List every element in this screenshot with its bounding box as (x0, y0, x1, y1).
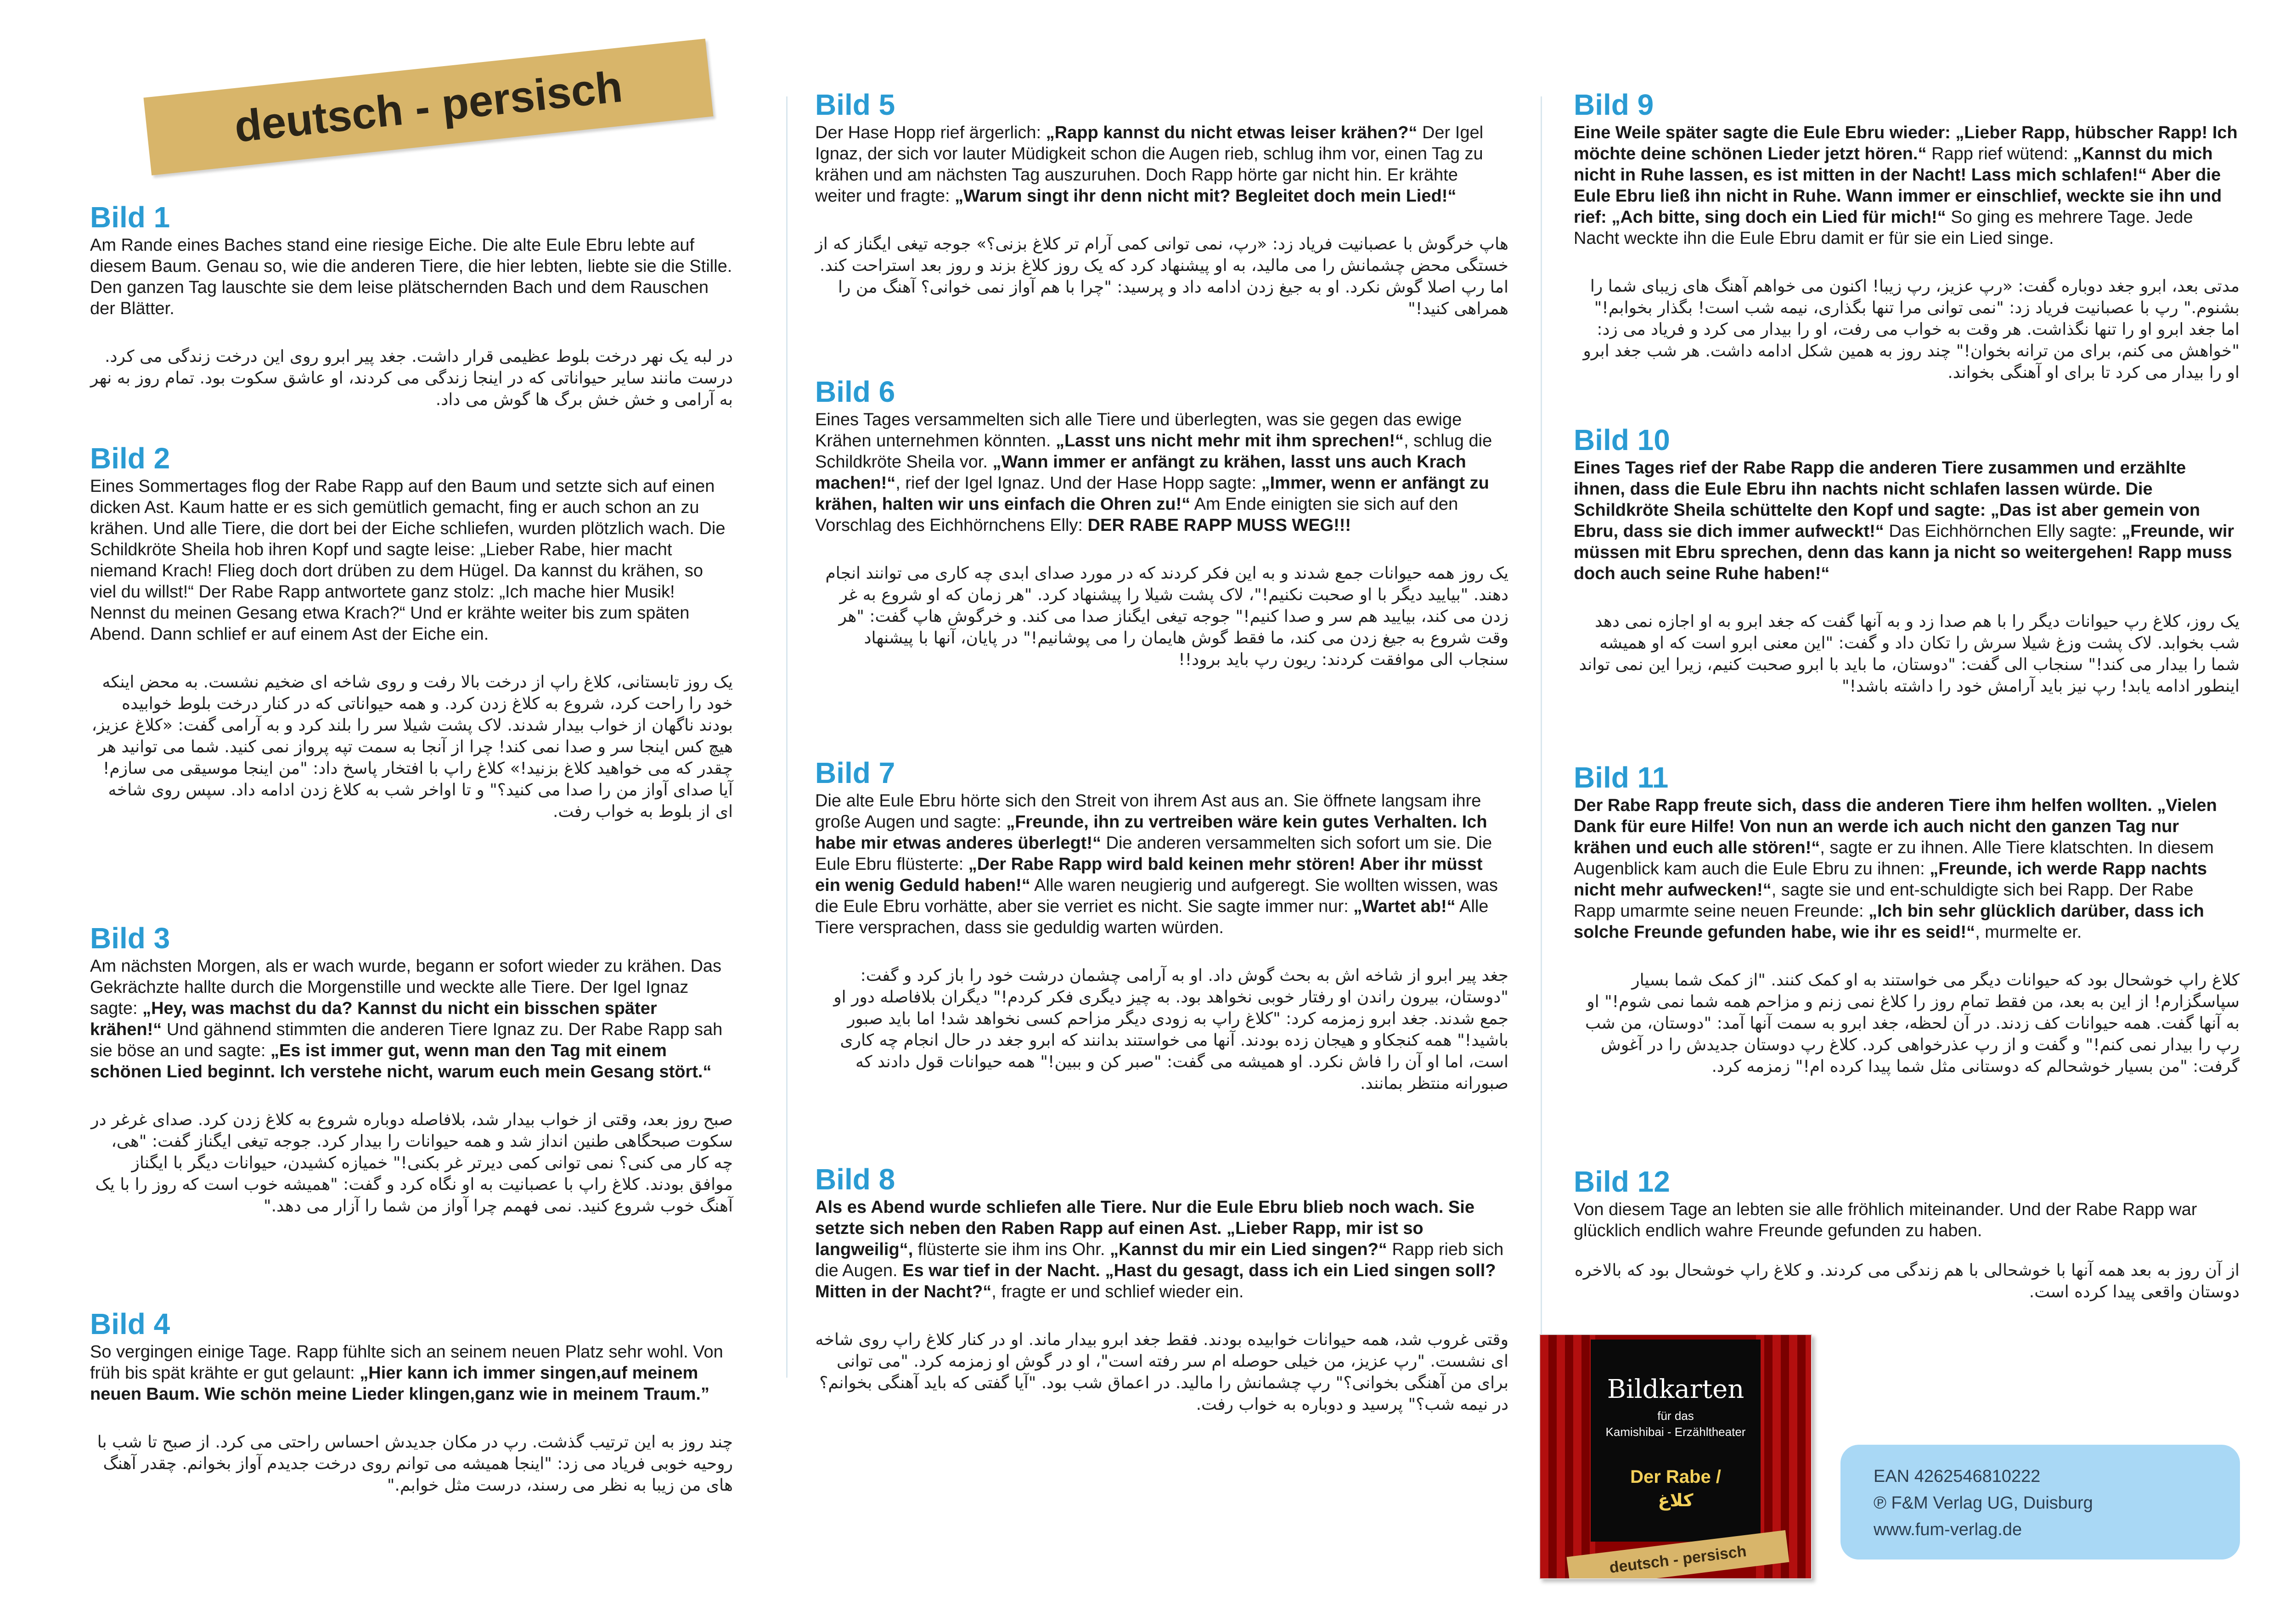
book-cover-image (1539, 1334, 1812, 1579)
section-bild-12 (1574, 1166, 2240, 1303)
german-text: Als es Abend wurde schliefen alle Tiere. Nur die Eule Ebru blieb noch wach. Sie setzte sich neben den Raben Rapp auf einen Ast. „Lieber Rapp, mir ist so langweilig“, flüsterte sie ihm ins Ohr. „Kannst du mir ein Lied singen?“ Rapp rieb sich die Augen. Es war tief in der Nacht. „Hast du gesagt, dass ich ein Lied singen soll? Mitten in der Nacht?“, fragte er und schlief wieder ein. (815, 1198, 1504, 1302)
german-text: Die alte Eule Ebru hörte sich den Streit von ihrem Ast aus an. Sie öffnete langsam ihre große Augen und sagte: „Freunde, ihn zu vertreiben wäre kein gutes Verhalten. Ich habe mir etwas anderes überlegt!“ Die anderen versammelten sich sofort um sie. Die Eule Ebru flüsterte: „Der Rabe Rapp wird bald keinen mehr stören! Aber ihr müsst ein wenig Geduld haben!“ Alle waren neugierig und aufgeregt. Sie wollten wissen, was die Eule Ebru vorhätte, aber sie verriet es nicht. Sie sagte immer nur: „Wartet ab!“ Alle Tiere versprachen, dass sie geduldig warten würden. (815, 791, 1498, 938)
ean-code: EAN 4262546810222 (1874, 1467, 2041, 1486)
persian-text: یک روز، کلاغ رپ حیوانات دیگر را با هم صدا زد و به آنها گفت که جغد ابرو به او اجازه نمی دهد شب بخوابد. لاک پشت وزغ شیلا سرش را تکان داد و گفت: "این معنی ابرو است که او همیشه شما را بیدار می کند!" سنجاب الی گفت: "دوستان، ما باید با ابرو صحبت کنیم، زیرا این نمی تواند اینطور ادامه یابد! رپ نیز باید آرامش خود را داشته باشد!" (1579, 612, 2240, 696)
section-title: Bild 10 (1574, 423, 1670, 456)
section-bild-6 (815, 377, 1508, 670)
persian-text: وقتی غروب شد، همه حیوانات خوابیده بودند. فقط جغد ابرو بیدار ماند. او در کنار کلاغ راپ روی شاخه ای نشست. "رپ عزیز، من خیلی حوصله ام سر رفته است"، او در گوش او زمزمه کرد. "می توانی برای من آهنگی بخوانی؟" رپ چشمانش را مالید. در اعماق شب بود. "آیا گفتی که باید آهنگی بخوانم؟ در نیمه شب؟" پرسید و دوباره به خواب رفت. (815, 1330, 1508, 1414)
language-tag: deutsch - persisch (232, 62, 625, 152)
persian-text: جغد پیر ابرو از شاخه اش به بحث گوش داد. او به آرامی چشمان درشت خود را باز کرد و گفت: "دوستان، بیرون راندن او رفتار خوبی نخواهد بود. به چیز دیگری فکر کردم!" دیگران بلافاصله دور او جمع شدند. جغد ابرو زمزمه کرد: "کلاغ راپ به زودی دیگر مزاحم کسی نخواهد شد! اما باید صبور باشید!" همه کنجکاو و هیجان زده بودند. آنها می خواستند بدانند که ابرو جغد در حال انجام چه کاری است، اما او آن را فاش نکرد. او همیشه می گفت: "صبر کن و ببین!" همه حیوانات قول دادند که صبورانه منتظر بمانند. (833, 966, 1508, 1093)
section-bild-8 (815, 1164, 1508, 1415)
section-title: Bild 8 (815, 1163, 895, 1196)
publisher-info-box (1840, 1445, 2240, 1560)
curtain-left (1540, 1335, 1595, 1578)
section-title: Bild 1 (90, 201, 170, 234)
section-bild-10 (1574, 425, 2240, 697)
section-bild-4 (90, 1309, 733, 1496)
persian-text: در لبه یک نهر درخت بلوط عظیمی قرار داشت. جغد پیر ابرو روی این درخت زندگی می کرد. درست مانند سایر حیواناتی که در اینجا زندگی می کردند، او عاشق سکوت بود. تمام روز به نهر به آرامی و خش خش برگ ها گوش می داد. (90, 347, 733, 410)
persian-text: مدتی بعد، ابرو جغد دوباره گفت: «رپ عزیز، رپ زیبا! اکنون می خواهم آهنگ های زیبای شما را بشنوم." رپ با عصبانیت فریاد زد: "نمی توانی مرا تنها بگذاری، نیمه شب است! بگذار بخوابم!" اما جغد ابرو او را تنها نگذاشت. هر وقت به خواب می رفت، او را بیدار می کرد و فریاد می زد: "خواهش می کنم، برای من ترانه بخوان!" چند روز به همین شکل ادامه داشت. هر شب جغد ابرو او را بیدار می کرد تا برای او آهنگی بخواند. (1583, 277, 2240, 383)
section-bild-1 (90, 202, 733, 411)
german-text: So vergingen einige Tage. Rapp fühlte sich an seinem neuen Platz sehr wohl. Von früh bis spät krähte er gut gelaunt: „Hier kann ich immer singen,auf meinem neuen Baum. Wie schön meine Lieder klingen,ganz wie in meinem Traum.” (90, 1342, 723, 1404)
german-text: Eines Sommertages flog der Rabe Rapp auf den Baum und setzte sich auf einen dicken Ast. Kaum hatte er es sich gemütlich gemacht, fing er auch schon an zu krähen. Und alle Tiere, die dort bei der Eiche schliefen, wurden plötzlich wach. Die Schildkröte Sheila hob ihren Kopf und sagte leise: „Lieber Rabe, hier macht niemand Krach! Flieg doch dort drüben zu dem Hügel. Da kannst du krähen, so viel du willst!“ Der Rabe Rapp antwortete ganz stolz: „Ich mache hier Musik! Nennst du meinen Gesang etwa Krach?“ Und er krähte weiter bis zum späten Abend. Dann schlief er auf einem Ast der Eiche ein. (90, 477, 726, 644)
column-divider (1541, 96, 1542, 1336)
persian-text: یک روز همه حیوانات جمع شدند و به این فکر کردند که در مورد صدای ابدی چه کاری می توانند انجام دهند. "بیایید دیگر با او صحبت نکنیم!"، لاک پشت شیلا را پیشنهاد کرد. "هر زمان که او شروع به غر زدن می کند، بیایید هم سر و صدا کنیم!" جوجه تیغی ایگناز صدا می کند. و خرگوش هاپ گفت: "هر وقت شروع به جیغ زدن می کند، ما فقط گوش هایمان را می پوشانیم!" در پایان، آنها با پیشنهاد سنجاب الی موافقت کردند: ریون رپ باید برود!! (825, 564, 1508, 670)
cover-subtitle: Kamishibai - Erzähltheater (1605, 1425, 1746, 1439)
persian-text: هاپ خرگوش با عصبانیت فریاد زد: «رپ، نمی توانی کمی آرام تر کلاغ بزنی؟» جوجه تیغی ایگناز که از خستگی محض چشمانش را می مالید، به او پیشنهاد کرد که یک روز کلاغ بزند و روز بعد استراحت کند. اما رپ اصلا گوش نکرد. او به جیغ زدن ادامه داد و پرسید: "چرا با هم آواز نمی خوانی؟ آهنگ من را همراهی کنید!" (815, 235, 1508, 319)
persian-text: از آن روز به بعد همه آنها با خوشحالی با هم زندگی می کردند. و کلاغ راپ خوشحال بود که بالاخره دوستان واقعی پیدا کرده است. (1574, 1261, 2240, 1302)
section-title: Bild 11 (1574, 761, 1669, 794)
section-title: Bild 12 (1574, 1165, 1670, 1198)
section-bild-9 (1574, 90, 2240, 383)
section-bild-7 (815, 758, 1508, 1094)
german-text: Der Rabe Rapp freute sich, dass die anderen Tiere ihm helfen wollten. „Vielen Dank für eure Hilfe! Von nun an werde ich auch nicht den ganzen Tag nur krähen und euch alle stören!“, sagte er zu ihnen. Alle Tiere klatschten. In diesem Augenblick kam auch die Eule Ebru zu ihnen: „Freunde, ich werde Rapp nachts nicht mehr aufwecken!“, sagte sie und ent-schuldigte sich bei Rapp. Der Rabe Rapp umarmte seine neuen Freunde: „Ich bin sehr glücklich darüber, dass ich solche Freunde gefunden habe, wie ihr es seid!“, murmelte er. (1574, 796, 2217, 942)
cover-book-title-fa: کلاغ (1658, 1490, 1694, 1510)
german-text: Von diesem Tage an lebten sie alle fröhlich miteinander. Und der Rabe Rapp war glücklich endlich wahre Freunde gefunden zu haben. (1574, 1200, 2197, 1241)
section-title: Bild 5 (815, 88, 895, 121)
persian-text: یک روز تابستانی، کلاغ راپ از درخت بالا رفت و روی شاخه ای ضخیم نشست. به محض اینکه خود را راحت کرد، شروع به کلاغ زدن کرد. و همه حیواناتی که در کنار درخت بلوط خوابیده بودند ناگهان از خواب بیدار شدند. لاک پشت شیلا سر را بلند کرد و به آرامی گفت: «کلاغ عزیز، هیچ کس اینجا سر و صدا نمی کند! چرا از آنجا به سمت تپه پرواز نمی کنید. شما می توانید هر چقدر که می خواهید کلاغ بزنید!» کلاغ راپ با افتخار پاسخ داد: "من اینجا موسیقی می سازم! آیا صدای آواز من را صدا می کنید؟" و تا اواخر شب به کلاغ زدن ادامه داد. سپس روی شاخه ای از بلوط به خواب رفت. (91, 673, 733, 822)
section-title: Bild 2 (90, 442, 170, 475)
column-2 (815, 0, 1508, 1616)
german-text: Am nächsten Morgen, als er wach wurde, begann er sofort wieder zu krähen. Das Gekrächzte hallte durch die Morgenstille und weckte alle Tiere. Der Igel Ignaz sagte: „Hey, was machst du da? Kannst du nicht ein bisschen später krähen!“ Und gähnend stimmten die anderen Tiere Ignaz zu. Der Rabe Rapp sah sie böse an und sagte: „Es ist immer gut, wenn man den Tag mit einem schönen Lied beginnt. Ich verstehe nicht, warum euch mein Gesang stört.“ (90, 957, 723, 1082)
cover-language-tag: deutsch - persisch (1608, 1542, 1748, 1577)
cover-subtitle: für das (1657, 1409, 1694, 1423)
section-title: Bild 3 (90, 922, 170, 955)
publisher-url: www.fum-verlag.de (1874, 1520, 2022, 1539)
persian-text: چند روز به این ترتیب گذشت. رپ در مکان جدیدش احساس راحتی می کرد. از صبح تا شب با روحیه خوبی فریاد می زد: "اینجا همیشه می توانم روی درخت جدیدم آواز بخوانم. چقدر آهنگ های من زیبا به نظر می رسند، درست مثل خوابم." (97, 1433, 733, 1495)
section-title: Bild 6 (815, 375, 895, 408)
persian-text: کلاغ راپ خوشحال بود که حیوانات دیگر می خواستند به او کمک کنند. "از کمک شما بسیار سپاسگزارم! از این به بعد، من فقط تمام روز را کلاغ نمی زنم و مزاحم همه شما نمی شوم!" او به آنها گفت. همه حیوانات کف زدند. در آن لحظه، جغد ابرو به سمت آنها آمد: "دوستان، من شب رپ را بیدار نمی کنم!" و گفت و از رپ عذرخواهی کرد. کلاغ رپ دوستان جدیدش را در آغوش گرفت: "من بسیار خوشحالم که دوستانی مثل شما پیدا کرده ام!" زمزمه کرد. (1585, 971, 2240, 1076)
german-text: Eines Tages versammelten sich alle Tiere und überlegten, was sie gegen das ewige Krähen unternehmen könnten. „Lasst uns nicht mehr mit ihm sprechen!“, schlug die Schildkröte Sheila vor. „Wann immer er anfängt zu krähen, lasst uns auch Krach machen!“, rief der Igel Ignaz. Und der Hase Hopp sagte: „Immer, wenn er anfängt zu krähen, halten wir uns einfach die Ohren zu!“ Am Ende einigten sie sich auf den Vorschlag des Eichhörnchens Elly: DER RABE RAPP MUSS WEG!!! (815, 410, 1492, 535)
section-bild-11 (1574, 762, 2240, 1077)
column-divider (786, 96, 788, 1378)
section-bild-3 (90, 923, 733, 1217)
publisher-name: ℗ F&M Verlag UG, Duisburg (1874, 1493, 2093, 1513)
german-text: Eine Weile später sagte die Eule Ebru wieder: „Lieber Rapp, hübscher Rapp! Ich möchte deine schönen Lieder jetzt hören.“ Rapp rief wütend: „Kannst du mich nicht in Ruhe lassen, es ist mitten in der Nacht! Lass mich schlafen!“ Aber die Eule Ebru ließ ihn nicht in Ruhe. Wann immer er einschlief, weckte sie ihn und rief: „Ach bitte, sing doch ein Lied für mich!“ So ging es mehrere Tage. Jede Nacht weckte ihn die Eule Ebru damit er für sie ein Lied singe. (1574, 123, 2238, 248)
persian-text: صبح روز بعد، وقتی از خواب بیدار شد، بلافاصله دوباره شروع به کلاغ زدن کرد. صدای غرغر در سکوت صبحگاهی طنین انداز شد و همه حیوانات را بیدار کرد. جوجه تیغی ایگناز گفت: "هی، چه کار می کنی؟ نمی توانی کمی دیرتر غر بکنی!" خمیازه کشیدن، حیوانات دیگر با ایگناز موافق بودند. کلاغ راپ با عصبانیت به او نگاه کرد و گفت: "همیشه خوب است که روز را با یک آهنگ خوب شروع کنید. نمی فهمم چرا آواز من شما را آزار می دهد." (91, 1110, 733, 1216)
german-text: Am Rande eines Baches stand eine riesige Eiche. Die alte Eule Ebru lebte auf diesem Baum. Genau so, wie die anderen Tiere, die hier lebten, liebte sie die Stille. Den ganzen Tag lauschte sie dem leise plätschernden Bach und dem Rauschen der Blätter. (90, 236, 732, 319)
section-title: Bild 4 (90, 1307, 170, 1340)
section-title: Bild 9 (1574, 88, 1654, 121)
column-1 (90, 0, 733, 1616)
cover-title: Bildkarten (1607, 1374, 1745, 1404)
section-bild-2 (90, 443, 733, 822)
section-bild-5 (815, 90, 1508, 320)
cover-stage (1591, 1340, 1761, 1542)
german-text: Eines Tages rief der Rabe Rapp die anderen Tiere zusammen und erzählte ihnen, dass die Eule Ebru ihn nachts nicht schlafen lassen würde. Die Schildkröte Sheila schüttelte den Kopf und sagte: „Das ist aber gemein von Ebru, dass sie dich immer aufweckt!“ Das Eichhörnchen Elly sagte: „Freunde, wir müssen mit Ebru sprechen, denn das kann ja nicht so weitergehen! Rapp muss doch auch seine Ruhe haben!“ (1574, 458, 2234, 584)
cover-book-title: Der Rabe / (1630, 1467, 1721, 1487)
german-text: Der Hase Hopp rief ärgerlich: „Rapp kannst du nicht etwas leiser krähen?“ Der Igel Ignaz, der sich vor lauter Müdigkeit schon die Augen rieb, schlug ihm vor, einen Tag zu krähen und am nächsten Tag auszuruhen. Doch Rapp hörte gar nicht hin. Er krähte weiter und fragte: „Warum singt ihr denn nicht mit? Begleitet doch mein Lied!“ (815, 123, 1484, 206)
section-title: Bild 7 (815, 756, 895, 789)
